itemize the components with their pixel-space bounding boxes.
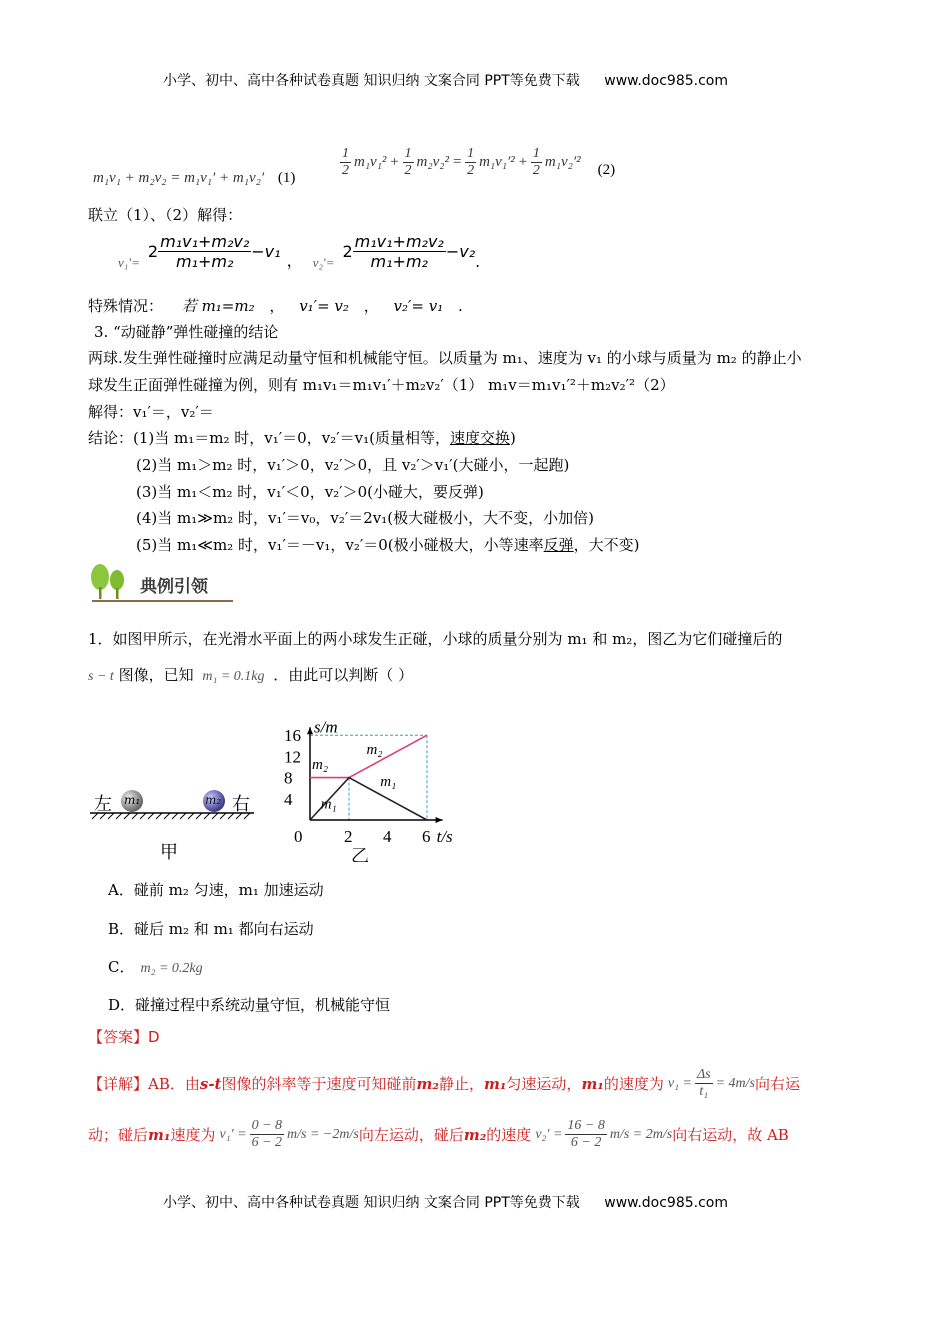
c1-post: ) bbox=[509, 429, 516, 447]
option-d-text: 碰撞过程中系统动量守恒，机械能守恒 bbox=[135, 996, 391, 1014]
eq2-term2: m₂v₂² bbox=[416, 154, 449, 170]
option-a-text: 碰前 m₂ 匀速，m₁ 加速运动 bbox=[133, 881, 324, 899]
x-tick-label: 2 bbox=[344, 827, 353, 846]
answer bbox=[88, 1026, 160, 1047]
conclusion-1 bbox=[88, 427, 516, 448]
option-a[interactable] bbox=[108, 879, 324, 900]
e1-v1: v₁ = bbox=[667, 1075, 692, 1091]
v1-prime-label: v₁′= bbox=[118, 255, 140, 270]
sol2-frac: $\frac{\text{m₁v₁+m₂v₂}}{\text{m₁+m₂}}$ bbox=[354, 232, 444, 271]
e2-res3: m/s = 2m/s bbox=[609, 1126, 673, 1142]
x-axis-arrow bbox=[436, 817, 443, 823]
section3-line2: 球发生正面弹性碰撞为例，则有 m₁v₁＝m₁v₁′＋m₂v₂′（1） m₁v＝m₁v₁′²＋m₂v₂′²（2） bbox=[88, 376, 675, 394]
e1f: m₁ bbox=[483, 1074, 507, 1093]
eq1-expr: m₁v₁ + m₂v₂ = m₁v₁′ + m₁v₂′ bbox=[93, 170, 265, 186]
page-footer bbox=[163, 1192, 728, 1212]
option-b-text: 碰后 m₂ 和 m₁ 都向右运动 bbox=[134, 920, 314, 938]
option-a-label: A． bbox=[108, 881, 134, 899]
ball1-label: m₁ bbox=[124, 793, 141, 807]
label-m1-after: m₁ bbox=[380, 774, 397, 791]
conclusion-3: (3)当 m₁＜m₂ 时，v₁′＜0，v₂′＞0(小碰大，要反弹) bbox=[136, 483, 484, 501]
e2a: 动；碰后 bbox=[88, 1126, 149, 1144]
conclusion-4: (4)当 m₁≫m₂ 时，v₁′＝v₀，v₂′＝2v₁(极大碰极小，大不变，小加倍) bbox=[136, 509, 594, 527]
e2d: 向左运动，碰后 bbox=[358, 1126, 464, 1144]
c5-post: ，大不变) bbox=[573, 536, 640, 554]
e2-frac1: $\frac{0 - 8}{6 - 2}$ bbox=[251, 1118, 283, 1150]
e2c: 速度为 bbox=[170, 1126, 216, 1144]
special-a: v₁′= v₂ bbox=[299, 297, 349, 315]
option-d-label: D． bbox=[108, 996, 136, 1014]
eq2-term1: m₁v₁² bbox=[354, 154, 387, 170]
special-sep-2: ， bbox=[363, 297, 379, 315]
caption-jia: 甲 bbox=[160, 842, 178, 863]
y-tick-label: 12 bbox=[284, 747, 301, 767]
page-header bbox=[163, 70, 728, 90]
conclusion-5 bbox=[136, 534, 640, 555]
eq2-term3: m₁v₁′² bbox=[479, 154, 515, 170]
header-site: www.doc985.com bbox=[604, 73, 728, 89]
footer-text: 小学、初中、高中各种试卷真题 知识归纳 文案合同 PPT等免费下载 bbox=[163, 1195, 580, 1211]
e2-v1p: v₁′ = bbox=[219, 1126, 247, 1142]
option-c[interactable] bbox=[108, 956, 203, 977]
special-if: 若 m₁=m₂ bbox=[181, 297, 255, 315]
e1-frac: $\frac{\Delta s}{\text{t₁}}$ bbox=[696, 1067, 711, 1099]
ball2-label: m₂ bbox=[205, 793, 222, 807]
c1-underline: 速度交换 bbox=[449, 429, 510, 447]
sol1-frac: $\frac{\text{m₁v₁+m₂v₂}}{\text{m₁+m₂}}$ bbox=[160, 232, 250, 271]
solve-label: 联立（1）、（2）解得： bbox=[88, 206, 243, 224]
e2-frac2: $\frac{16 - 8}{6 - 2}$ bbox=[567, 1118, 605, 1150]
sol2-minus: −v₂ bbox=[445, 242, 476, 261]
c5-pre: (5)当 m₁≪m₂ 时，v₁′＝－v₁，v₂′＝0(极小碰极大，小等速率 bbox=[136, 536, 544, 554]
option-c-text: m₂ = 0.2kg bbox=[140, 961, 203, 976]
y-axis-label: s/m bbox=[314, 717, 338, 737]
y-tick-label: 4 bbox=[284, 789, 293, 809]
section3-solve: 解得：v₁′＝，v₂′＝ bbox=[88, 403, 214, 421]
c1-pre: (1)当 m₁＝m₂ 时，v₁′＝0，v₂′＝v₁(质量相等， bbox=[133, 429, 450, 447]
option-b[interactable] bbox=[108, 918, 314, 939]
section-banner bbox=[88, 560, 233, 604]
section3-line1: 两球.发生弹性碰撞时应满足动量守恒和机械能守恒。以质量为 m₁、速度为 v₁ 的小球与质量为 m₂ 的静止小 bbox=[88, 349, 802, 367]
caption-yi: 乙 bbox=[350, 846, 369, 862]
label-m2-after: m₂ bbox=[366, 741, 383, 758]
sol-period: . bbox=[475, 252, 481, 271]
x-tick-label: 4 bbox=[383, 827, 392, 846]
e1h: m₁ bbox=[581, 1074, 604, 1093]
e1a: AB．由 bbox=[148, 1075, 200, 1093]
e1e: 静止， bbox=[438, 1075, 484, 1093]
sol1-minus: −v₁ bbox=[251, 242, 281, 261]
solution-block bbox=[118, 232, 480, 271]
question-line2 bbox=[88, 664, 413, 685]
e1i: 的速度为 bbox=[603, 1075, 664, 1093]
e1c: 图像的斜率等于速度可知碰前 bbox=[221, 1075, 417, 1093]
special-case bbox=[88, 295, 463, 316]
question-line1: 1．如图甲所示，在光滑水平面上的两小球发生正碰，小球的质量分别为 m₁ 和 m₂，图乙为它们碰撞后的 bbox=[88, 630, 783, 648]
half-3: $\frac{1}{2}$ bbox=[467, 146, 475, 178]
e1-res: = 4m/s bbox=[715, 1075, 756, 1091]
special-label: 特殊情况： bbox=[88, 297, 164, 315]
special-b: v₂′= v₁ bbox=[393, 297, 444, 315]
special-end: . bbox=[457, 297, 463, 315]
st-graph bbox=[270, 696, 470, 862]
eq2-plus-2: + bbox=[517, 154, 528, 170]
v2-prime-label: v₂′= bbox=[312, 255, 335, 270]
q-text-b: 图像，已知 bbox=[118, 666, 194, 684]
m1-value: m₁ = 0.1kg bbox=[202, 669, 265, 684]
sol-comma: ， bbox=[286, 251, 303, 270]
eq2-term4: m₁v₂′² bbox=[544, 154, 581, 170]
e1d: m₂ bbox=[416, 1074, 439, 1093]
label-left: 左 bbox=[94, 794, 112, 815]
sol2-two: 2 bbox=[342, 242, 353, 261]
banner-title: 典例引领 bbox=[140, 577, 208, 597]
eq2-label: (2) bbox=[597, 162, 616, 178]
special-sep-1: ， bbox=[269, 297, 285, 315]
eq2-equals: = bbox=[451, 154, 463, 170]
option-b-label: B． bbox=[108, 920, 135, 938]
explain-line1 bbox=[88, 1067, 800, 1100]
equation-1 bbox=[93, 170, 295, 187]
e2f: 的速度 bbox=[486, 1126, 532, 1144]
equation-2 bbox=[340, 146, 615, 179]
answer-value: D bbox=[148, 1028, 160, 1046]
footer-site: www.doc985.com bbox=[604, 1195, 728, 1211]
option-d[interactable] bbox=[108, 994, 390, 1015]
half-1: $\frac{1}{2}$ bbox=[342, 146, 349, 178]
q-text-c: ．由此可以判断（ ） bbox=[273, 666, 414, 684]
e2g: 向右运动，故 AB bbox=[672, 1126, 789, 1144]
e2b: m₁ bbox=[148, 1125, 171, 1144]
explain-label: 【详解】 bbox=[88, 1075, 149, 1093]
label-m2-before: m₂ bbox=[312, 757, 329, 774]
c5-underline: 反弹 bbox=[543, 536, 574, 554]
figure-left bbox=[88, 780, 258, 863]
y-tick-label: 16 bbox=[284, 726, 301, 746]
answer-label: 【答案】 bbox=[88, 1028, 149, 1046]
conclusion-2: (2)当 m₁＞m₂ 时，v₁′＞0，v₂′＞0，且 v₂′＞v₁′(大碰小，一起跑) bbox=[136, 456, 570, 474]
explain-line2 bbox=[88, 1118, 789, 1151]
e2e: m₂ bbox=[463, 1125, 487, 1144]
y-axis-arrow bbox=[307, 727, 313, 734]
eq2-plus: + bbox=[389, 154, 400, 170]
conclusion-label: 结论： bbox=[88, 429, 134, 447]
e1b: s-t bbox=[199, 1074, 222, 1093]
st-label: s − t bbox=[88, 669, 114, 684]
half-2: $\frac{1}{2}$ bbox=[404, 146, 412, 178]
label-right: 右 bbox=[232, 794, 250, 815]
header-text: 小学、初中、高中各种试卷真题 知识归纳 文案合同 PPT等免费下载 bbox=[163, 73, 580, 89]
e1g: 匀速运动， bbox=[506, 1075, 582, 1093]
x-tick-label: 6 bbox=[422, 827, 431, 846]
section3-title: 3. “动碰静”弹性碰撞的结论 bbox=[94, 323, 279, 341]
e2-res2: m/s = −2m/s bbox=[287, 1126, 359, 1142]
label-m1-before: m₁ bbox=[320, 796, 337, 813]
e1j: 向右运 bbox=[755, 1075, 801, 1093]
eq1-label: (1) bbox=[277, 170, 296, 186]
sol1-two: 2 bbox=[147, 242, 159, 261]
half-4: $\frac{1}{2}$ bbox=[532, 146, 540, 178]
x-axis-label: t/s bbox=[436, 827, 453, 846]
y-tick-label: 8 bbox=[284, 768, 293, 788]
option-c-label: C． bbox=[108, 958, 135, 976]
e2-v2p: v₂′ = bbox=[535, 1126, 563, 1142]
origin-label: 0 bbox=[294, 827, 303, 846]
